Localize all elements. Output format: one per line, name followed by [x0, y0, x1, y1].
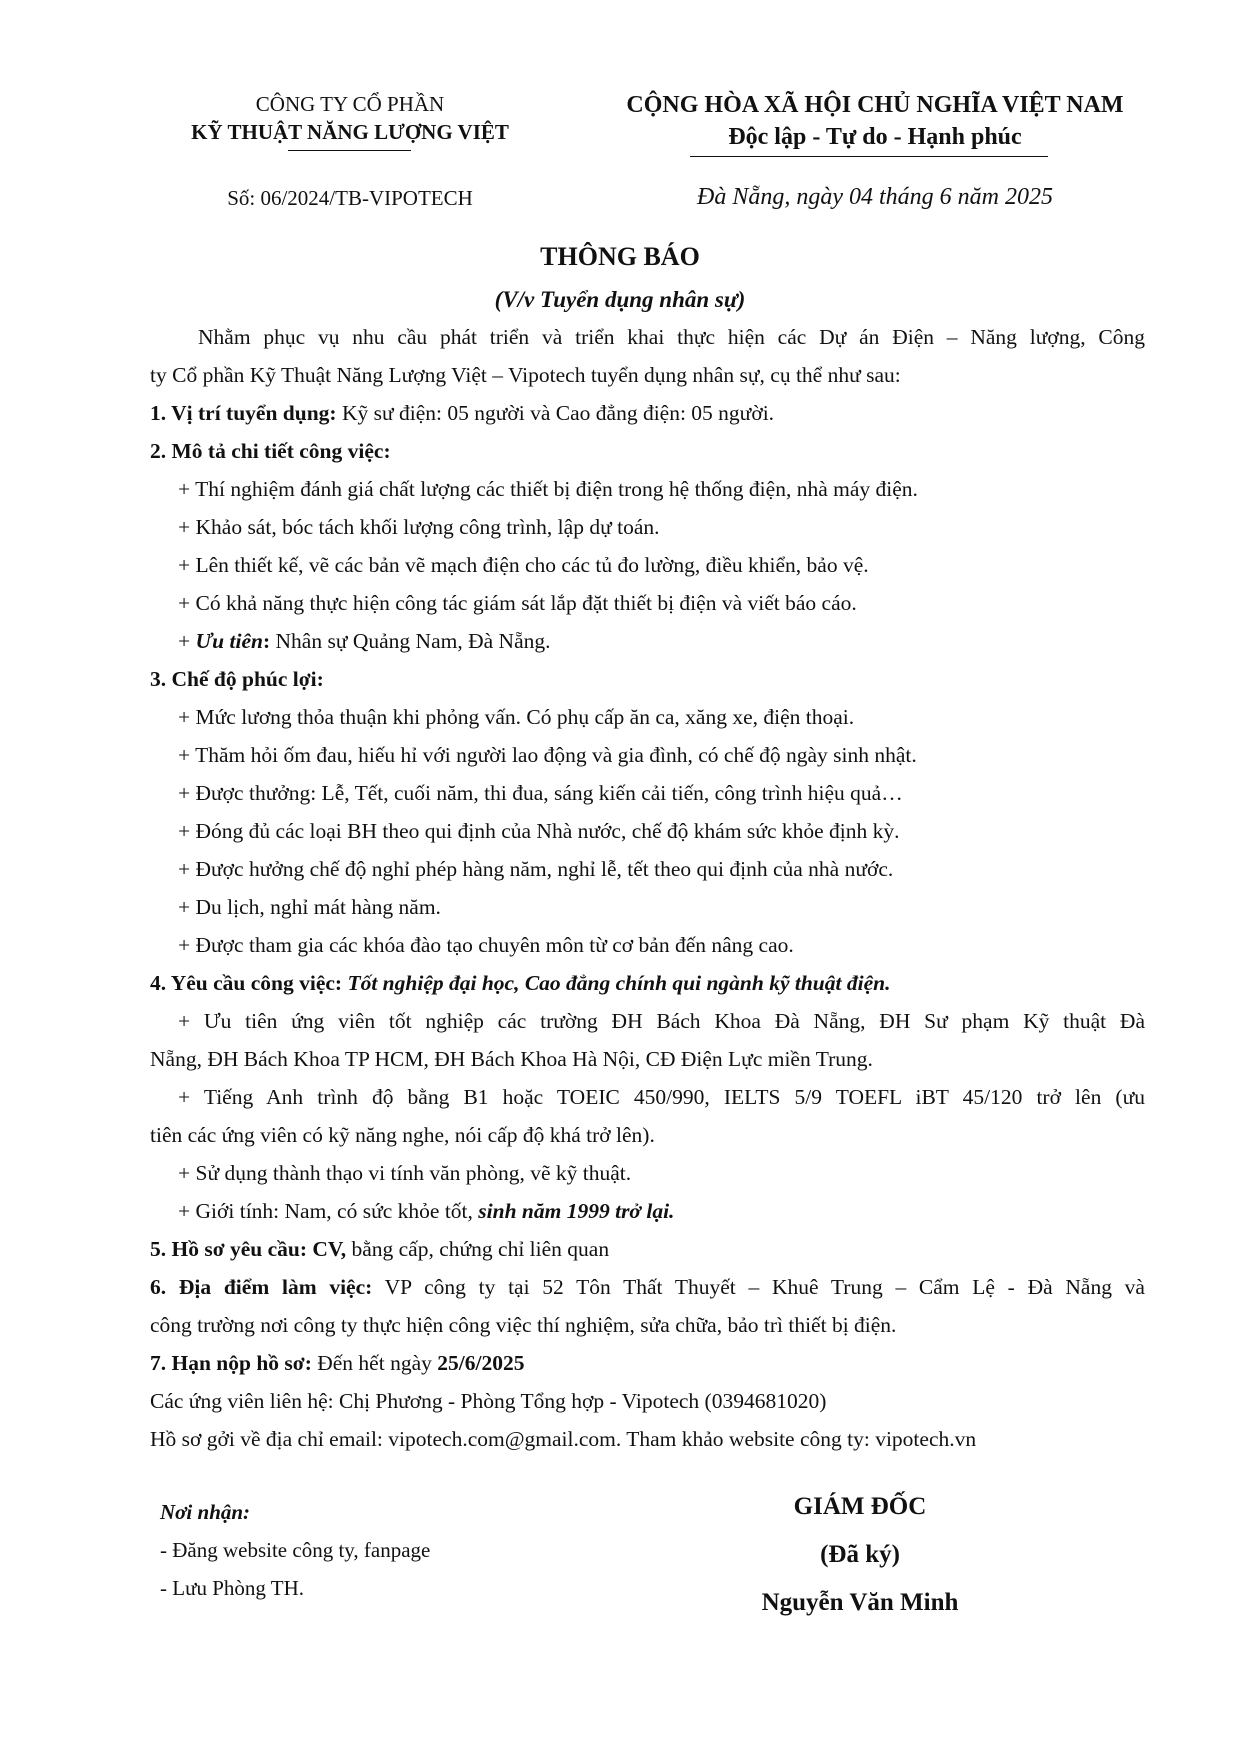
section-5-cv: CV, — [307, 1237, 347, 1261]
signer-title: GIÁM ĐỐC — [793, 1493, 927, 1520]
nation-line-1: CỘNG HÒA XÃ HỘI CHỦ NGHĨA VIỆT NAM — [626, 92, 1124, 118]
section-3-item: + Được hưởng chế độ nghỉ phép hàng năm, nghỉ lễ, tết theo qui định của nhà nước. — [178, 857, 894, 881]
section-7-label: 7. Hạn nộp hồ sơ: — [150, 1351, 312, 1375]
company-line-1: CÔNG TY CỔ PHẦN — [255, 92, 445, 116]
section-2-item: + Có khả năng thực hiện công tác giám sát lắp đặt thiết bị điện và viết báo cáo. — [178, 591, 857, 615]
document-number: Số: 06/2024/TB-VIPOTECH — [227, 186, 473, 210]
document-title: THÔNG BÁO — [540, 242, 700, 271]
contact-line-2: Hồ sơ gởi về địa chỉ email: vipotech.com@gmail.com. Tham khảo website công ty: vipotech.vn — [150, 1427, 977, 1451]
priority-text: Nhân sự Quảng Nam, Đà Nẵng. — [270, 629, 551, 653]
section-1-text: Kỹ sư điện: 05 người và Cao đẳng điện: 05 người. — [336, 401, 775, 425]
company-name: KỸ THUẬT NĂNG LƯỢNG VIỆT — [191, 120, 509, 144]
recipient-item: - Đăng website công ty, fanpage — [160, 1538, 431, 1562]
section-7-text: Đến hết ngày — [311, 1351, 438, 1375]
section-2-item: + Lên thiết kế, vẽ các bản vẽ mạch điện cho các tủ đo lường, điều khiển, bảo vệ. — [178, 553, 869, 577]
motto-underline — [690, 156, 1048, 157]
recipient-item: - Lưu Phòng TH. — [160, 1576, 304, 1600]
section-4-item-3: + Sử dụng thành thạo vi tính văn phòng, vẽ kỹ thuật. — [178, 1161, 632, 1185]
section-4-heading — [150, 964, 1145, 1002]
section-3-item: + Đóng đủ các loại BH theo qui định của Nhà nước, chế độ khám sức khỏe định kỳ. — [178, 819, 900, 843]
section-5-label: 5. Hồ sơ yêu cầu: — [150, 1237, 308, 1261]
signature-block — [690, 1483, 1030, 1627]
section-1-label: 1. Vị trí tuyển dụng: — [150, 401, 337, 425]
section-4-label: 4. Yêu cầu công việc: — [150, 971, 343, 995]
document-date: Đà Nẵng, ngày 04 tháng 6 năm 2025 — [697, 184, 1053, 210]
section-1 — [150, 394, 1145, 432]
priority-label: Ưu tiên — [195, 629, 263, 653]
section-3-label: 3. Chế độ phúc lợi: — [150, 667, 324, 691]
section-5-text: bằng cấp, chứng chỉ liên quan — [346, 1237, 610, 1261]
section-3-item: + Thăm hỏi ốm đau, hiếu hỉ với người lao động và gia đình, có chế độ ngày sinh nhật. — [178, 743, 917, 767]
priority-colon: : — [262, 629, 271, 653]
section-3-item: + Được tham gia các khóa đào tạo chuyên môn từ cơ bản đến nâng cao. — [178, 933, 794, 957]
company-underline — [288, 150, 411, 151]
section-2-label: 2. Mô tả chi tiết công việc: — [150, 439, 391, 463]
recipients-label: Nơi nhận: — [160, 1500, 251, 1524]
section-7 — [150, 1344, 1145, 1382]
company-header — [150, 90, 550, 146]
section-6-address: VP công ty tại 52 Tôn Thất Thuyết – Khuê Trung – Cẩm Lệ - Đà Nẵng và — [372, 1275, 1145, 1299]
section-6-line-1 — [150, 1268, 1145, 1306]
section-2-item: + Thí nghiệm đánh giá chất lượng các thiết bị điện trong hệ thống điện, nhà máy điện. — [178, 477, 918, 501]
priority-prefix: + — [178, 629, 196, 653]
section-6-label: 6. Địa điểm làm việc: — [150, 1275, 373, 1299]
intro-line-1: Nhằm phục vụ nhu cầu phát triển và triển khai thực hiện các Dự án Điện – Năng lượng, Công — [198, 325, 1145, 349]
section-6-line-2: công trường nơi công ty thực hiện công việc thí nghiệm, sửa chữa, bảo trì thiết bị điện. — [150, 1313, 897, 1337]
section-4-item-4-text: + Giới tính: Nam, có sức khỏe tốt, — [178, 1199, 479, 1223]
section-2-item: + Khảo sát, bóc tách khối lượng công trình, lập dự toán. — [178, 515, 660, 539]
section-4-item-2-line-1: + Tiếng Anh trình độ bằng B1 hoặc TOEIC 450/990, IELTS 5/9 TOEFL iBT 45/120 trở lên (ưu — [178, 1085, 1145, 1109]
document-subtitle: (V/v Tuyển dụng nhân sự) — [494, 287, 746, 312]
section-3-item: + Du lịch, nghỉ mát hàng năm. — [178, 895, 441, 919]
section-4-item-4 — [150, 1192, 1145, 1230]
section-4-item-1-line-1: + Ưu tiên ứng viên tốt nghiệp các trường ĐH Bách Khoa Đà Nẵng, ĐH Sư phạm Kỹ thuật Đà — [178, 1009, 1145, 1033]
signature-status: (Đã ký) — [820, 1541, 900, 1568]
national-header — [555, 89, 1195, 153]
section-4-item-4-emphasis: sinh năm 1999 trở lại. — [478, 1199, 675, 1223]
document-body — [150, 318, 1145, 1458]
section-7-deadline: 25/6/2025 — [437, 1351, 525, 1375]
section-4-requirement: Tốt nghiệp đại học, Cao đẳng chính qui ngành kỹ thuật điện. — [342, 971, 891, 995]
section-3-item: + Mức lương thỏa thuận khi phỏng vấn. Có phụ cấp ăn ca, xăng xe, điện thoại. — [178, 705, 855, 729]
section-5 — [150, 1230, 1145, 1268]
signer-name: Nguyễn Văn Minh — [761, 1589, 959, 1616]
nation-motto: Độc lập - Tự do - Hạnh phúc — [728, 124, 1022, 150]
contact-line-1: Các ứng viên liên hệ: Chị Phương - Phòng Tổng hợp - Vipotech (0394681020) — [150, 1389, 827, 1413]
section-4-item-2-line-2: tiên các ứng viên có kỹ năng nghe, nói cấp độ khá trở lên). — [150, 1123, 655, 1147]
section-2-priority — [150, 622, 1145, 660]
section-3-item: + Được thưởng: Lễ, Tết, cuối năm, thi đua, sáng kiến cải tiến, công trình hiệu quả… — [178, 781, 903, 805]
section-4-item-1-line-2: Nẵng, ĐH Bách Khoa TP HCM, ĐH Bách Khoa Hà Nội, CĐ Điện Lực miền Trung. — [150, 1047, 873, 1071]
recipients-block — [160, 1493, 580, 1607]
intro-line-2: ty Cổ phần Kỹ Thuật Năng Lượng Việt – Vipotech tuyển dụng nhân sự, cụ thể như sau: — [150, 363, 901, 387]
